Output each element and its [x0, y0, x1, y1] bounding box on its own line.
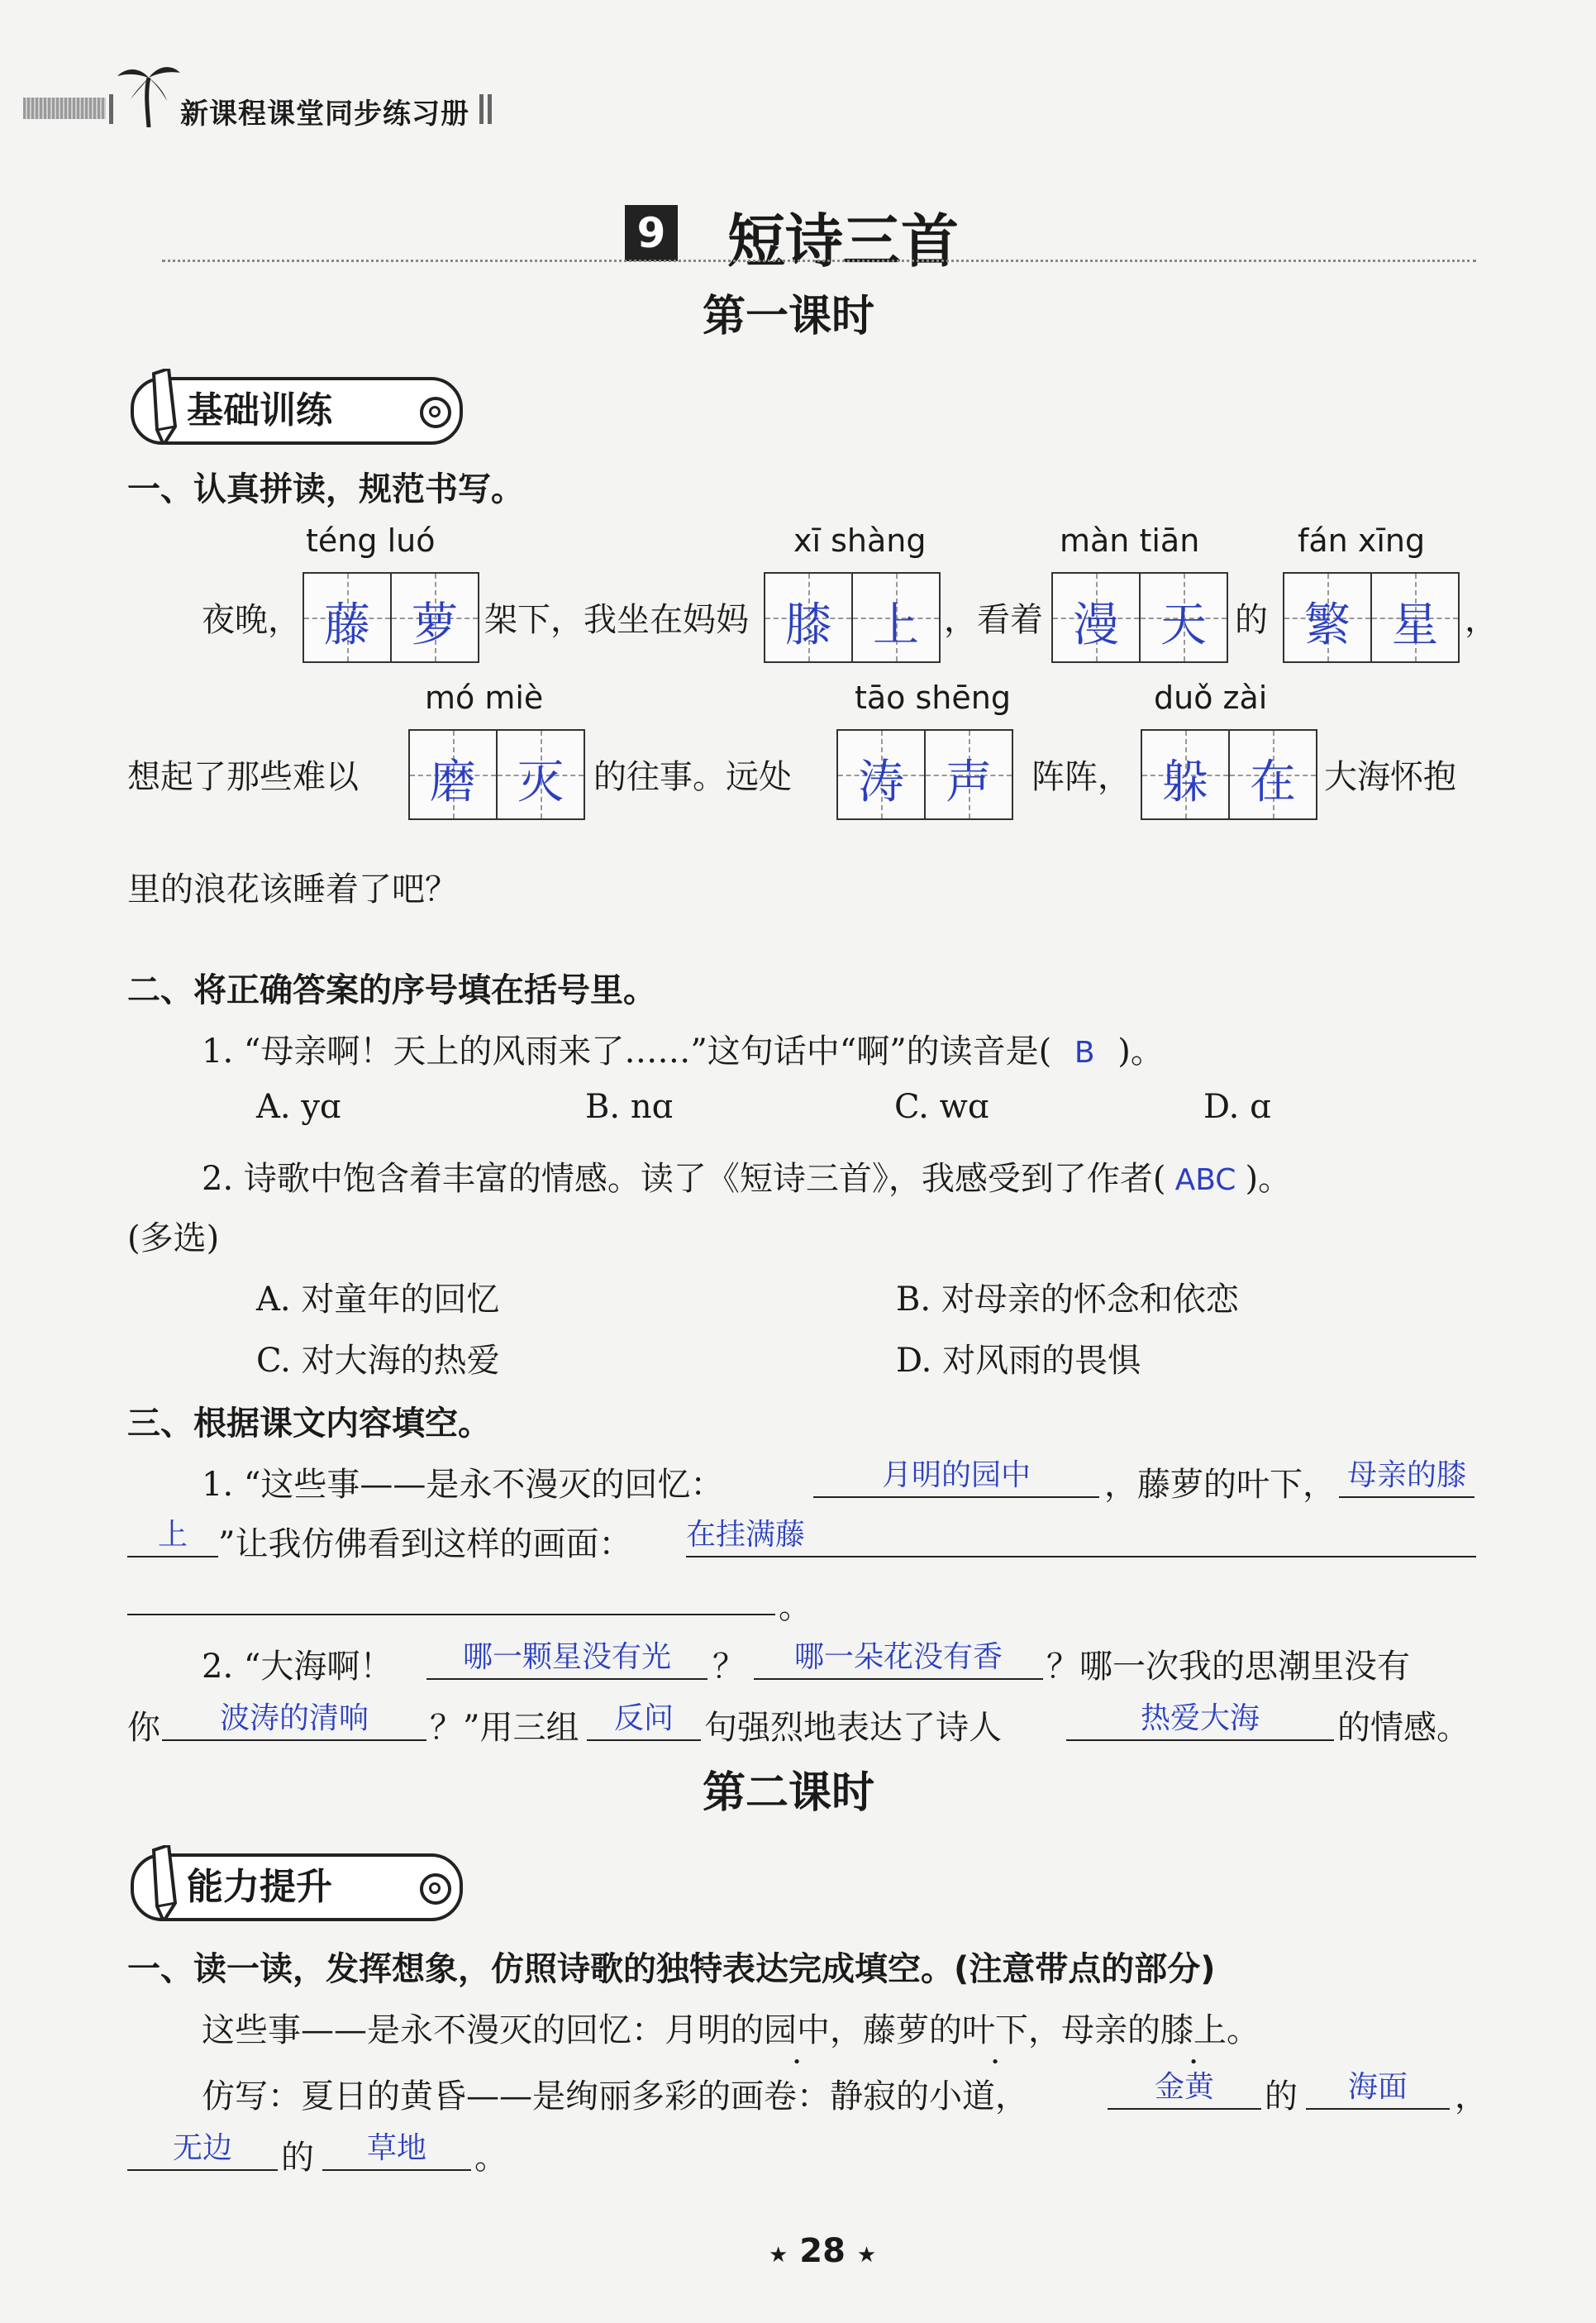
- answer-blank[interactable]: ABC: [1174, 1163, 1236, 1197]
- sentence-text: 的: [281, 2139, 314, 2177]
- sentence-text: 的: [1265, 2077, 1298, 2116]
- tianzi-box[interactable]: [408, 729, 582, 817]
- sentence-text: 。: [779, 1588, 812, 1626]
- pencil-icon: [145, 1845, 179, 1921]
- answer-blank[interactable]: 波涛的清响: [162, 1695, 426, 1741]
- answer-char: 漫: [1073, 599, 1119, 652]
- section-badge-basic: [131, 377, 463, 445]
- answer-blank[interactable]: 海面: [1306, 2063, 1450, 2110]
- answer-blank[interactable]: B: [1074, 1036, 1095, 1070]
- answer-char: 萝: [412, 599, 458, 652]
- sentence-text: ？: [712, 1648, 746, 1686]
- question-1-heading: 一、认真拼读，规范书写。: [127, 470, 524, 508]
- answer-char: 灭: [517, 756, 564, 809]
- sentence-text: ？”用三组: [430, 1709, 579, 1747]
- badge-ring-icon: [420, 1873, 451, 1905]
- header-decoration: [23, 98, 106, 119]
- imitate-sentence: 仿写：夏日的黄昏——是绚丽多彩的画卷：静寂的小道，: [202, 2077, 1028, 2116]
- option: A. yɑ: [256, 1088, 341, 1126]
- sentence-text: 里的浪花该睡着了吧？: [127, 871, 458, 909]
- section-badge-advanced: [131, 1853, 463, 1921]
- answer-blank[interactable]: 热爱大海: [1066, 1695, 1334, 1741]
- option: D. ɑ: [1203, 1088, 1271, 1126]
- tianzi-box[interactable]: [303, 572, 476, 660]
- option: D. 对风雨的畏惧: [896, 1342, 1141, 1380]
- pinyin: téng luó: [306, 522, 436, 559]
- multi-select-note: (多选): [127, 1219, 220, 1257]
- question-3-heading: 三、根据课文内容填空。: [127, 1405, 491, 1443]
- badge-ring-icon: [420, 397, 451, 428]
- answer-char: 星: [1392, 599, 1438, 652]
- answer-char: 繁: [1304, 599, 1351, 652]
- question-2-heading: 二、将正确答案的序号填在括号里。: [127, 971, 656, 1009]
- tianzi-box[interactable]: [1051, 572, 1225, 660]
- pinyin: mó miè: [425, 680, 544, 716]
- answer-char: 藤: [324, 599, 370, 652]
- header-divider: [109, 94, 113, 124]
- sentence-text: 的: [1235, 601, 1268, 639]
- sentence-text: 你: [127, 1709, 160, 1747]
- sentence-text: ，: [1455, 2077, 1488, 2116]
- sentence-text: 句强烈地表达了诗人: [704, 1709, 1002, 1747]
- pencil-icon: [145, 369, 179, 445]
- option: B. 对母亲的怀念和依恋: [896, 1281, 1239, 1319]
- section-badge-label: 基础训练: [187, 389, 332, 432]
- answer-blank[interactable]: 无边: [127, 2125, 278, 2171]
- example-sentence: 这些事——是永不漫灭的回忆：月明的园中，藤萝的叶下，母亲的膝上。: [202, 2011, 1260, 2049]
- sentence-text: ，看着: [944, 601, 1043, 639]
- tianzi-box[interactable]: [1283, 572, 1456, 660]
- header-divider: [479, 94, 484, 124]
- sentence-text: ，: [1465, 601, 1498, 639]
- option: C. wɑ: [894, 1088, 989, 1126]
- sentence-text: 的往事。远处: [593, 758, 792, 796]
- answer-blank[interactable]: 反问: [587, 1695, 701, 1741]
- answer-blank[interactable]: 在挂满藤: [686, 1511, 1476, 1557]
- sentence-text: 架下，我坐在妈妈: [484, 601, 749, 639]
- section-badge-label: 能力提升: [187, 1866, 332, 1908]
- answer-char: 声: [946, 756, 992, 809]
- sentence-text: ？哪一次我的思潮里没有: [1046, 1648, 1410, 1686]
- answer-char: 涛: [858, 756, 904, 809]
- sentence-text: 1. “这些事——是永不漫灭的回忆：: [202, 1466, 724, 1504]
- lesson-number: 9: [625, 205, 678, 261]
- tianzi-box[interactable]: [764, 572, 937, 660]
- header-divider: [488, 94, 492, 124]
- answer-blank[interactable]: 月明的园中: [813, 1452, 1099, 1498]
- answer-char: 天: [1160, 599, 1207, 652]
- title-divider: [162, 260, 1476, 262]
- page-number-value: 28: [799, 2232, 846, 2270]
- pinyin: tāo shēng: [855, 680, 1011, 716]
- sentence-text: 2. “大海啊！: [202, 1648, 393, 1686]
- page-number: [769, 2232, 876, 2270]
- tianzi-box[interactable]: [1141, 729, 1314, 817]
- question-4-heading: 一、读一读，发挥想象，仿照诗歌的独特表达完成填空。(注意带点的部分): [127, 1950, 1216, 1988]
- option: C. 对大海的热爱: [256, 1342, 500, 1380]
- star-icon: ★: [769, 2243, 788, 2268]
- answer-blank[interactable]: 金黄: [1108, 2063, 1261, 2110]
- answer-blank[interactable]: 草地: [322, 2125, 471, 2171]
- sentence-text: 阵阵，: [1031, 758, 1131, 796]
- answer-blank[interactable]: [127, 1572, 775, 1615]
- pinyin: xī shàng: [793, 522, 927, 559]
- sentence-text: 夜晚，: [202, 601, 301, 639]
- answer-char: 上: [873, 599, 919, 652]
- question-2-1: 1. “母亲啊！天上的风雨来了……”这句话中“啊”的读音是( B )。: [202, 1033, 1164, 1071]
- sentence-text: 的情感。: [1337, 1709, 1470, 1747]
- pinyin: duǒ zài: [1154, 680, 1268, 716]
- option: A. 对童年的回忆: [256, 1281, 500, 1319]
- sentence-text: ，藤萝的叶下，: [1104, 1466, 1336, 1504]
- answer-char: 躲: [1162, 756, 1208, 809]
- sentence-text: ”让我仿佛看到这样的画面：: [218, 1525, 632, 1563]
- answer-char: 膝: [785, 599, 831, 652]
- period-1-heading: 第一课时: [703, 292, 875, 341]
- sentence-text: 。: [474, 2139, 507, 2177]
- star-icon: ★: [856, 2243, 877, 2268]
- answer-char: 在: [1250, 756, 1296, 809]
- answer-blank[interactable]: 哪一颗星没有光: [426, 1634, 707, 1680]
- answer-blank[interactable]: 哪一朵花没有香: [754, 1634, 1043, 1680]
- answer-blank[interactable]: 母亲的膝: [1339, 1452, 1475, 1498]
- sentence-text: 大海怀抱: [1324, 758, 1456, 796]
- option: B. nɑ: [585, 1088, 674, 1126]
- period-2-heading: 第二课时: [703, 1768, 875, 1818]
- lesson-title: 短诗三首: [727, 207, 959, 275]
- sentence-text: 想起了那些难以: [127, 758, 359, 796]
- pinyin: fán xīng: [1298, 522, 1426, 559]
- book-title: 新课程课堂同步练习册: [180, 98, 469, 131]
- answer-char: 磨: [430, 756, 476, 809]
- pinyin: màn tiān: [1060, 522, 1200, 559]
- tianzi-box[interactable]: [836, 729, 1010, 817]
- answer-blank[interactable]: 上: [127, 1511, 218, 1557]
- question-2-2: 2. 诗歌中饱含着丰富的情感。读了《短诗三首》，我感受到了作者( ABC )。: [202, 1160, 1292, 1198]
- palm-tree-icon: [116, 58, 182, 127]
